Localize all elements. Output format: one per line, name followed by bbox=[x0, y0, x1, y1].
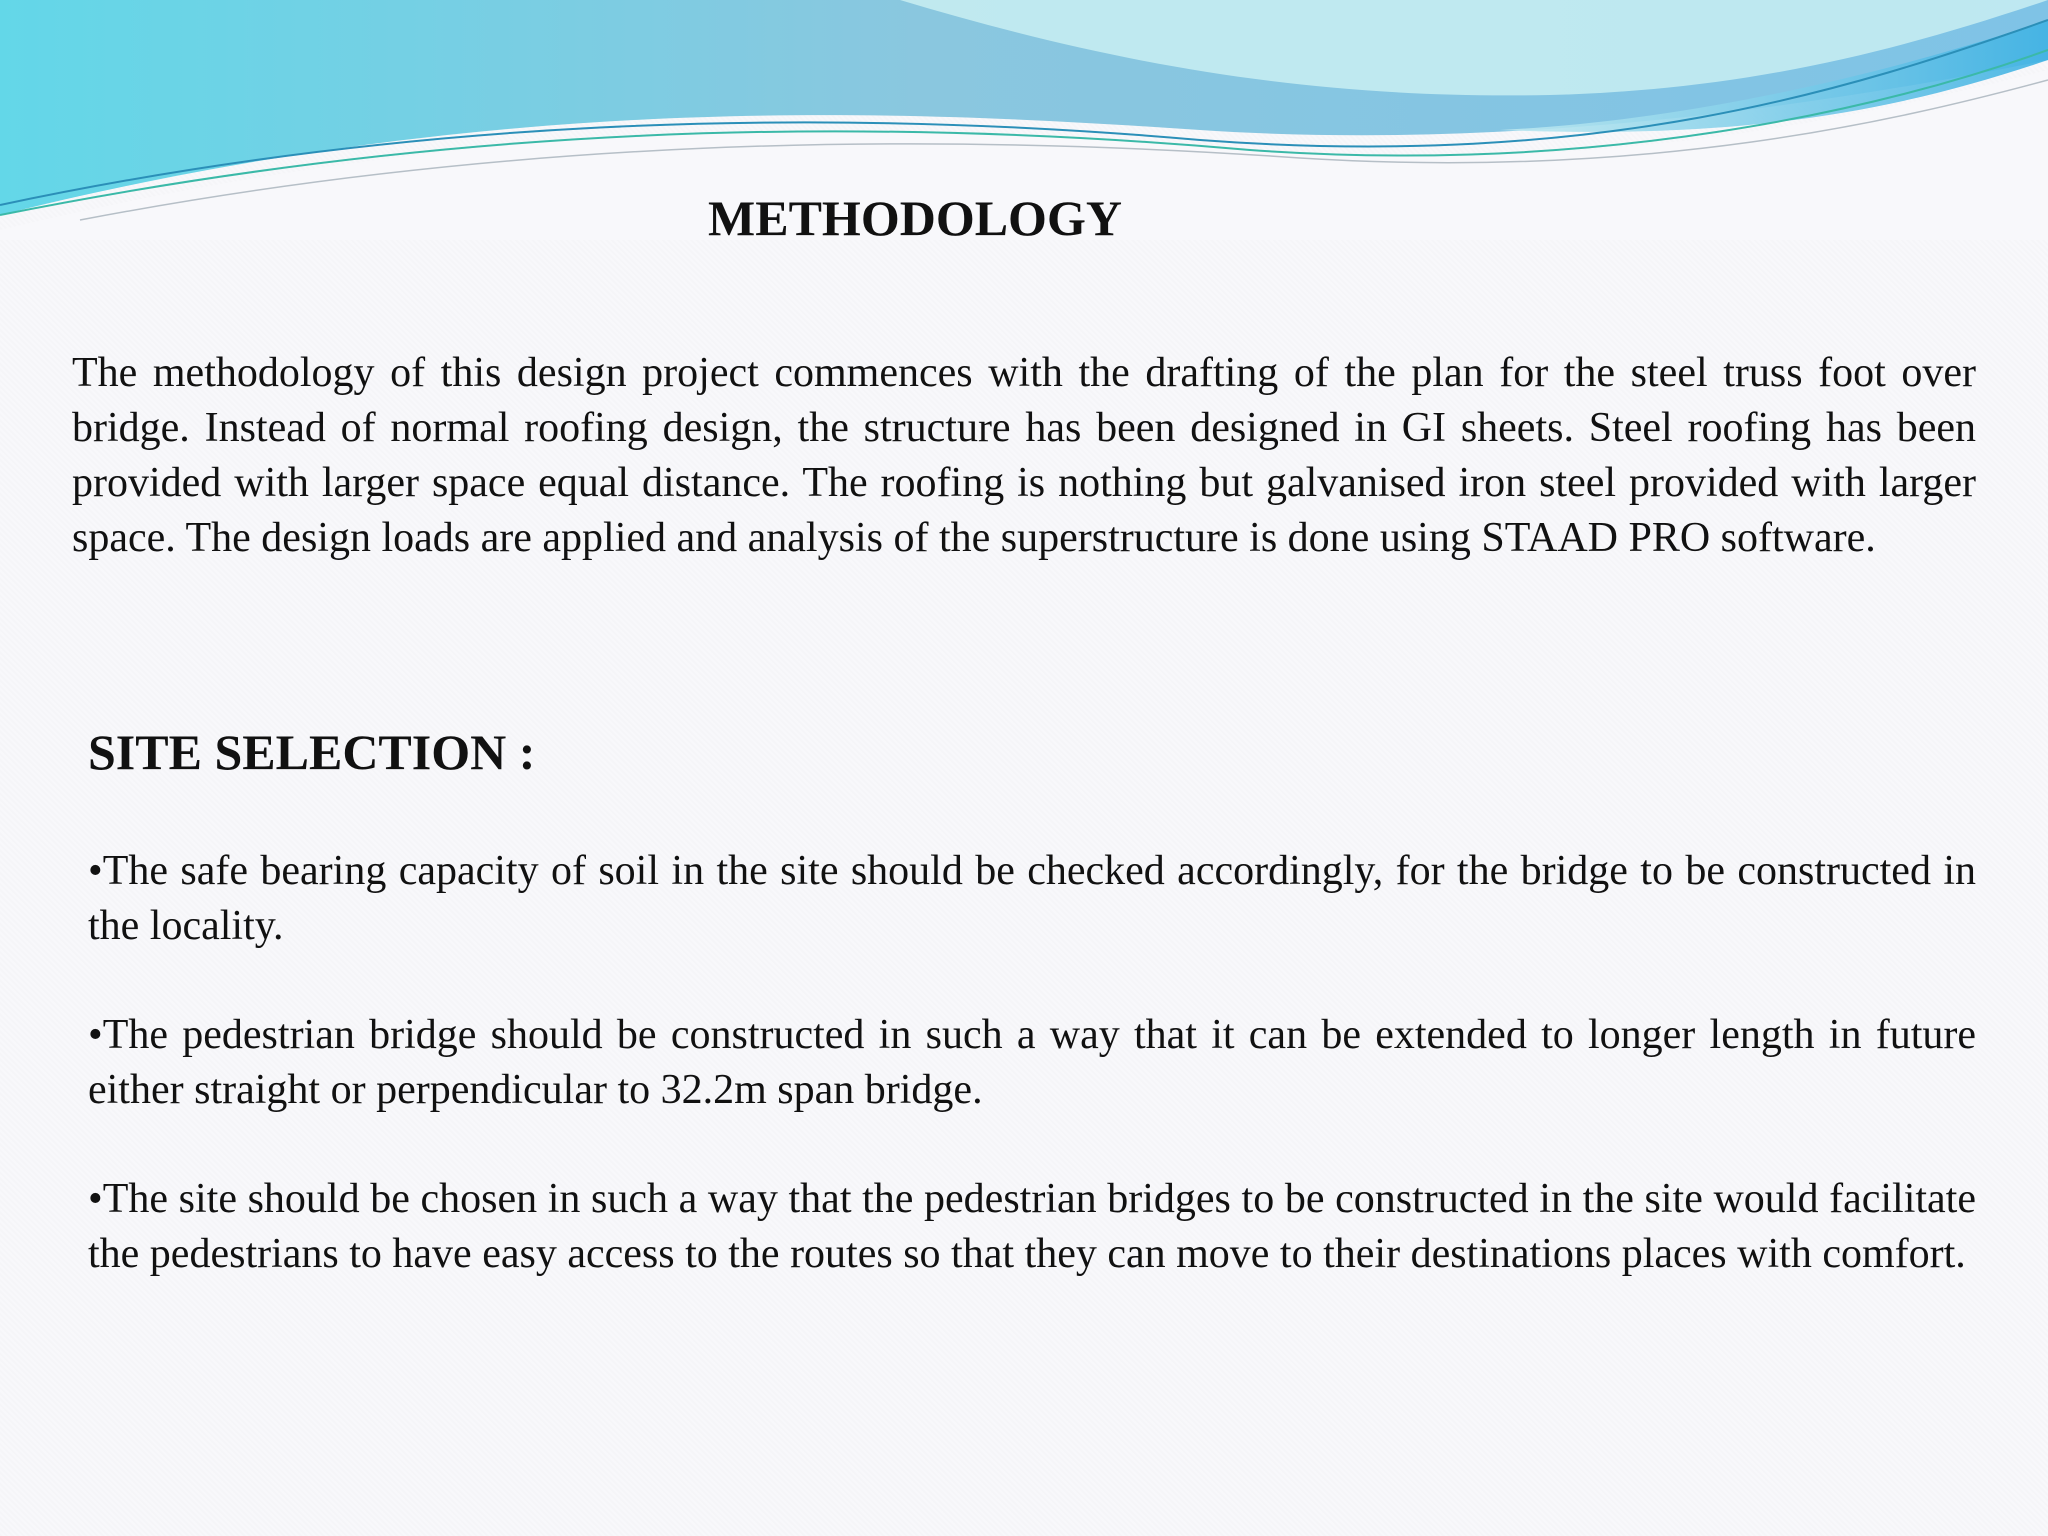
bullet-icon: • bbox=[88, 1012, 103, 1058]
page-title: METHODOLOGY bbox=[708, 190, 1122, 246]
bullet-icon: • bbox=[88, 1176, 103, 1222]
list-item-text: The pedestrian bridge should be constructed in such a way that it can be extended to longer length in future either straight or perpendicular to 32.2m span bridge. bbox=[88, 1012, 1976, 1113]
site-selection-list bbox=[88, 844, 1976, 1336]
intro-paragraph: The methodology of this design project commences with the drafting of the plan for the steel truss foot over bridge. Instead of normal roofing design, the structure has been designed in GI sheets. Steel roofing has been provided with larger space equal distance. The roofing is nothing but galvanised iron steel provided with larger space. The design loads are applied and analysis of the superstructure is done using STAAD PRO software. bbox=[72, 350, 1976, 561]
section-heading-site-selection: SITE SELECTION : bbox=[88, 724, 536, 780]
list-item bbox=[88, 844, 1976, 954]
bullet-icon: • bbox=[88, 848, 103, 894]
list-item bbox=[88, 1172, 1976, 1282]
list-item-text: The safe bearing capacity of soil in the site should be checked accordingly, for the bridge to be constructed in the locality. bbox=[88, 848, 1976, 949]
list-item-text: The site should be chosen in such a way that the pedestrian bridges to be constructed in the site would facilitate the pedestrians to have easy access to the routes so that they can move to their destinations places with comfort. bbox=[88, 1176, 1976, 1277]
list-item bbox=[88, 1008, 1976, 1118]
